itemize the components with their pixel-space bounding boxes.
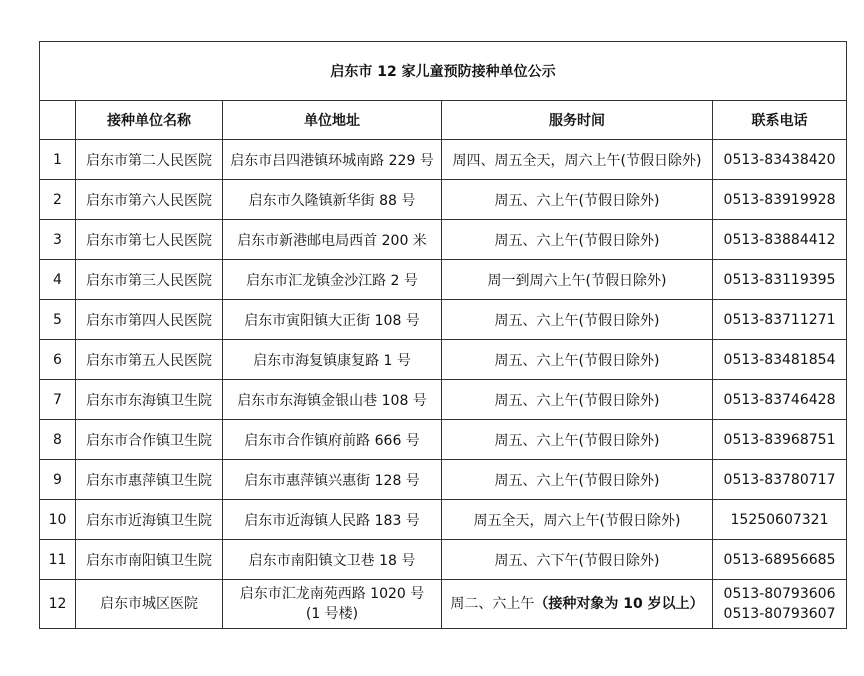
- row-index: 1: [40, 140, 76, 180]
- address-line-2: (1 号楼): [305, 606, 359, 622]
- service-hours-note: （接种对象为 10 岁以上）: [534, 596, 704, 612]
- unit-address: 启东市海复镇康复路 1 号: [223, 340, 442, 380]
- row-index: 2: [40, 180, 76, 220]
- table-row: [40, 380, 847, 420]
- vaccination-units-table: [39, 41, 847, 629]
- row-index: 4: [40, 260, 76, 300]
- phone-number: 0513-83711271: [713, 300, 847, 340]
- table-row: [40, 180, 847, 220]
- unit-name: 启东市第三人民医院: [76, 260, 223, 300]
- row-index: 12: [40, 580, 76, 629]
- row-index: 6: [40, 340, 76, 380]
- service-hours: 周五、六上午(节假日除外): [442, 180, 713, 220]
- row-index: 11: [40, 540, 76, 580]
- row-index: 7: [40, 380, 76, 420]
- phone-number: 0513-83119395: [713, 260, 847, 300]
- unit-name: 启东市合作镇卫生院: [76, 420, 223, 460]
- service-hours: 周五、六上午(节假日除外): [442, 460, 713, 500]
- table-row: [40, 220, 847, 260]
- unit-address: [223, 580, 442, 629]
- header-phone: 联系电话: [713, 101, 847, 140]
- service-hours: 周五、六下午(节假日除外): [442, 540, 713, 580]
- phone-number: 0513-83884412: [713, 220, 847, 260]
- unit-address: 启东市近海镇人民路 183 号: [223, 500, 442, 540]
- phone-1: 0513-80793606: [723, 586, 836, 602]
- phone-number: 0513-83746428: [713, 380, 847, 420]
- service-hours: 周五、六上午(节假日除外): [442, 380, 713, 420]
- table-row: [40, 580, 847, 629]
- row-index: 10: [40, 500, 76, 540]
- unit-name: 启东市第六人民医院: [76, 180, 223, 220]
- table-row: [40, 500, 847, 540]
- unit-address: 启东市寅阳镇大正街 108 号: [223, 300, 442, 340]
- header-service-hours: 服务时间: [442, 101, 713, 140]
- table-title: 启东市 12 家儿童预防接种单位公示: [40, 42, 847, 101]
- phone-number: 0513-83919928: [713, 180, 847, 220]
- service-hours: 周四、周五全天，周六上午(节假日除外): [442, 140, 713, 180]
- unit-address: 启东市久隆镇新华街 88 号: [223, 180, 442, 220]
- header-index: [40, 101, 76, 140]
- table-row: [40, 460, 847, 500]
- unit-name: 启东市惠萍镇卫生院: [76, 460, 223, 500]
- service-hours: 周五全天，周六上午(节假日除外): [442, 500, 713, 540]
- unit-name: 启东市东海镇卫生院: [76, 380, 223, 420]
- table-row: [40, 540, 847, 580]
- service-hours: 周五、六上午(节假日除外): [442, 220, 713, 260]
- unit-address: 启东市新港邮电局西首 200 米: [223, 220, 442, 260]
- phone-number: 0513-68956685: [713, 540, 847, 580]
- table-row: [40, 420, 847, 460]
- phone-number: 0513-83968751: [713, 420, 847, 460]
- service-hours-days: 周二、六上午: [450, 596, 535, 612]
- unit-name: 启东市第七人民医院: [76, 220, 223, 260]
- service-hours: 周五、六上午(节假日除外): [442, 300, 713, 340]
- header-row: [40, 101, 847, 140]
- phone-number: 15250607321: [713, 500, 847, 540]
- header-unit-name: 接种单位名称: [76, 101, 223, 140]
- table-row: [40, 340, 847, 380]
- header-address: 单位地址: [223, 101, 442, 140]
- title-row: [40, 42, 847, 101]
- table-row: [40, 140, 847, 180]
- unit-address: 启东市汇龙镇金沙江路 2 号: [223, 260, 442, 300]
- unit-name: 启东市城区医院: [76, 580, 223, 629]
- service-hours: 周五、六上午(节假日除外): [442, 420, 713, 460]
- phone-number: 0513-83780717: [713, 460, 847, 500]
- row-index: 3: [40, 220, 76, 260]
- unit-address: 启东市东海镇金银山巷 108 号: [223, 380, 442, 420]
- row-index: 8: [40, 420, 76, 460]
- table-row: [40, 300, 847, 340]
- phone-number: 0513-83438420: [713, 140, 847, 180]
- service-hours: 周一到周六上午(节假日除外): [442, 260, 713, 300]
- row-index: 5: [40, 300, 76, 340]
- unit-address: 启东市惠萍镇兴惠街 128 号: [223, 460, 442, 500]
- unit-name: 启东市第五人民医院: [76, 340, 223, 380]
- unit-address: 启东市南阳镇文卫巷 18 号: [223, 540, 442, 580]
- phone-numbers: [713, 580, 847, 629]
- service-hours: 周五、六上午(节假日除外): [442, 340, 713, 380]
- table-row: [40, 260, 847, 300]
- unit-name: 启东市近海镇卫生院: [76, 500, 223, 540]
- phone-number: 0513-83481854: [713, 340, 847, 380]
- unit-address: 启东市吕四港镇环城南路 229 号: [223, 140, 442, 180]
- unit-name: 启东市南阳镇卫生院: [76, 540, 223, 580]
- unit-name: 启东市第二人民医院: [76, 140, 223, 180]
- row-index: 9: [40, 460, 76, 500]
- service-hours: [442, 580, 713, 629]
- address-line-1: 启东市汇龙南苑西路 1020 号: [239, 586, 425, 602]
- unit-address: 启东市合作镇府前路 666 号: [223, 420, 442, 460]
- unit-name: 启东市第四人民医院: [76, 300, 223, 340]
- phone-2: 0513-80793607: [723, 606, 836, 622]
